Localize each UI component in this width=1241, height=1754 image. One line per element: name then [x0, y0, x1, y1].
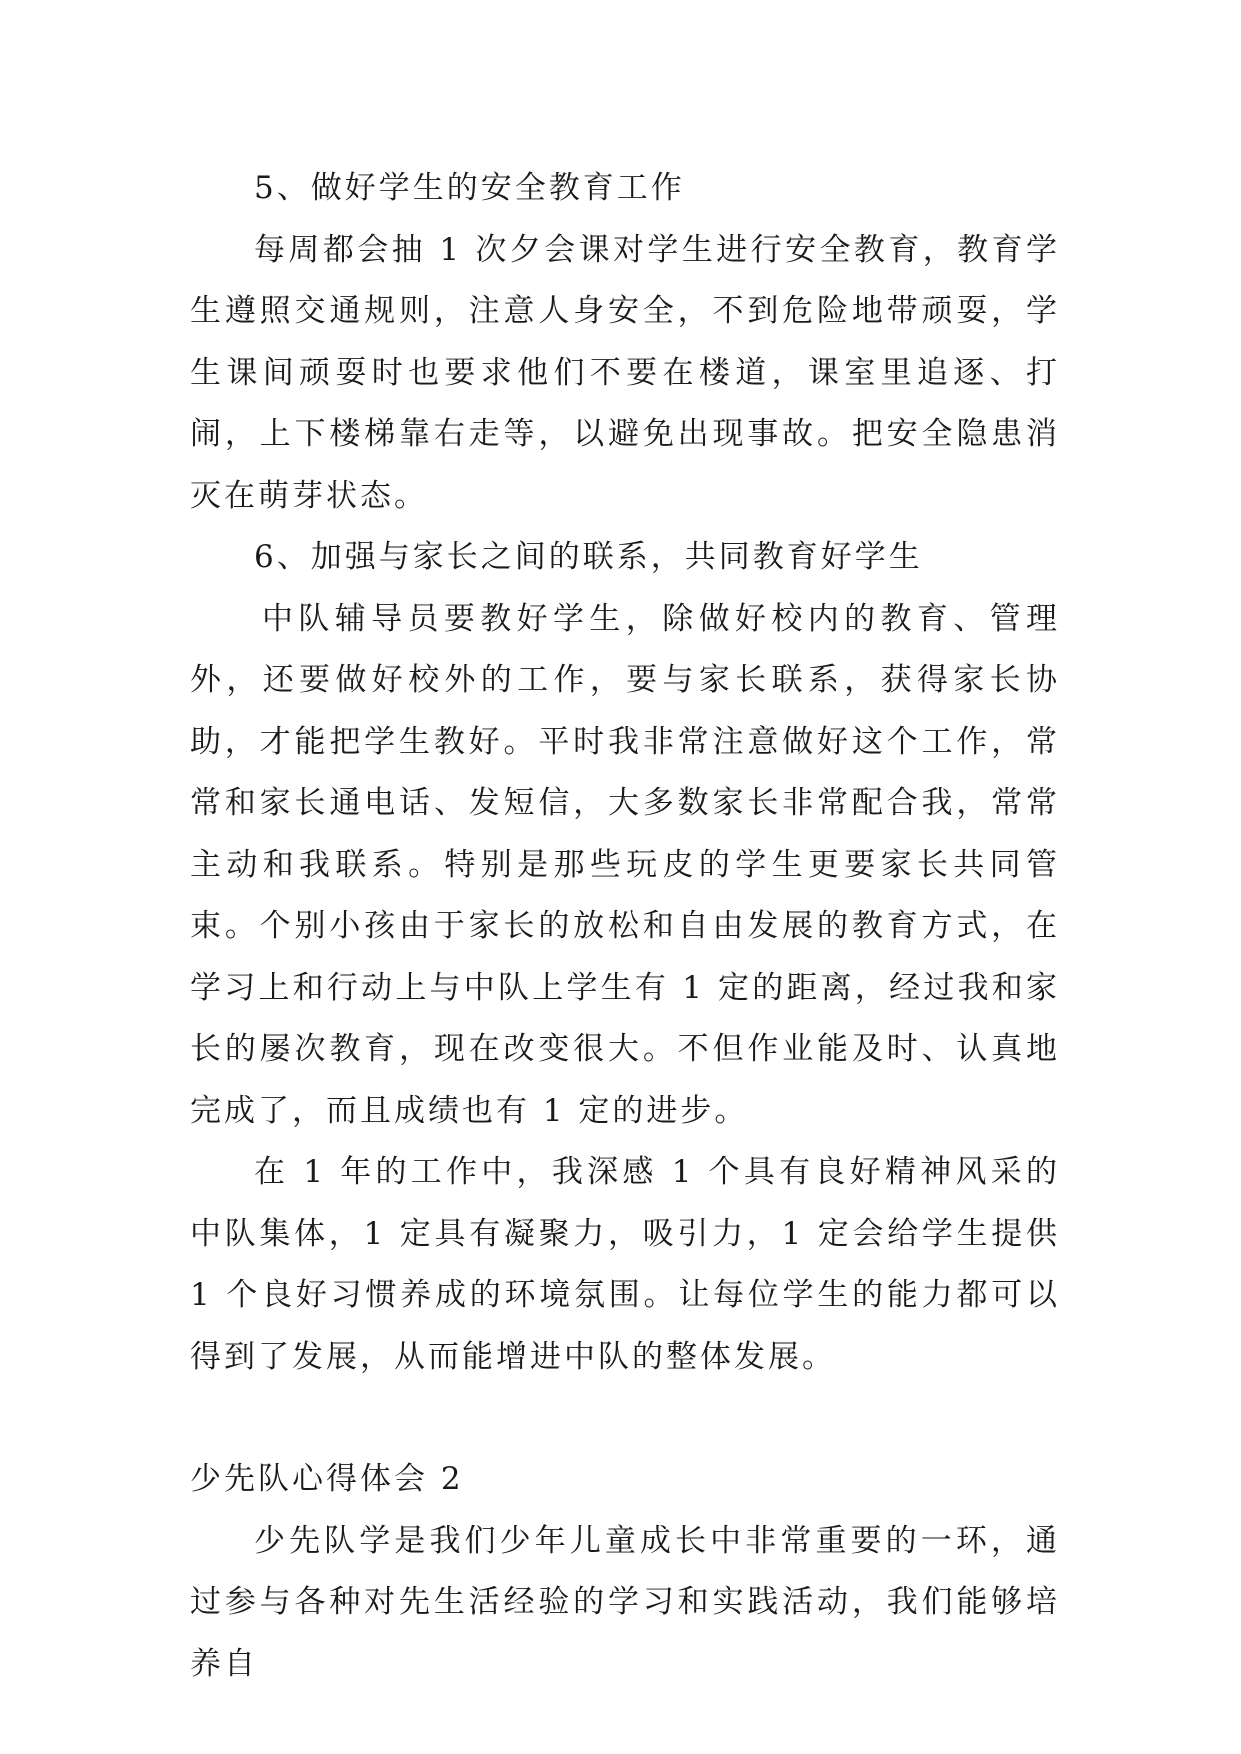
section-6-heading: 6、加强与家长之间的联系，共同教育好学生 [254, 539, 923, 575]
document-body [190, 158, 1060, 1695]
section-5-paragraph: 每周都会抽 1 次夕会课对学生进行安全教育，教育学生遵照交通规则，注意人身安全，不到危险地带顽耍，学生课间顽耍时也要求他们不要在楼道，课室里追逐、打闹，上下楼梯靠右走等，以避免出现事故。把安全隐患消灭在萌芽状态。 [190, 231, 1060, 514]
section-spacer [190, 1388, 1060, 1449]
section-6-paragraph: 中队辅导员要教好学生，除做好校内的教育、管理外，还要做好校外的工作，要与家长联系，获得家长协助，才能把学生教好。平时我非常注意做好这个工作，常常和家长通电话、发短信，大多数家长非常配合我，常常主动和我联系。特别是那些玩皮的学生更要家长共同管束。个别小孩由于家长的放松和自由发展的教育方式，在学习上和行动上与中队上学生有 1 定的距离，经过我和家长的屡次教育，现在改变很大。不但作业能及时、认真地完成了，而且成绩也有 1 定的进步。 [190, 600, 1060, 1129]
article-2-title: 少先队心得体会 2 [190, 1461, 464, 1497]
article-2-paragraph: 少先队学是我们少年儿童成长中非常重要的一环，通过参与各种对先生活经验的学习和实践活动，我们能够培养自 [190, 1522, 1060, 1682]
section-5-heading: 5、做好学生的安全教育工作 [254, 170, 685, 206]
conclusion-paragraph: 在 1 年的工作中，我深感 1 个具有良好精神风采的中队集体，1 定具有凝聚力，吸引力，1 定会给学生提供 1 个良好习惯养成的环境氛围。让每位学生的能力都可以得到了发展，从而能增进中队的整体发展。 [190, 1154, 1060, 1375]
